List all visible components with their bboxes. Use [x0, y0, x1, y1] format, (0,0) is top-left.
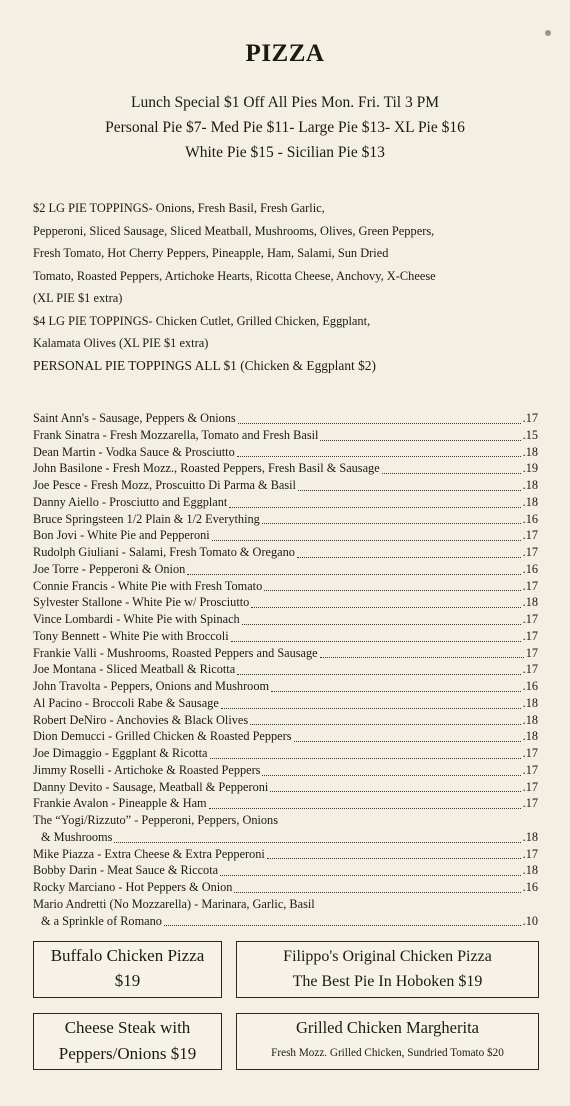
menu-item-name: Dion Demucci - Grilled Chicken & Roasted Peppers [33, 729, 292, 744]
white-sicilian-prices-line: White Pie $15 - Sicilian Pie $13 [185, 144, 385, 161]
menu-item-name [33, 812, 538, 829]
menu-item-name-text: Mario Andretti (No Mozzarella) - Marinara, Garlic, Basil [33, 896, 315, 911]
menu-item [33, 494, 538, 511]
menu-item [33, 913, 538, 930]
menu-item-name: Rudolph Giuliani - Salami, Fresh Tomato & Oregano [33, 545, 295, 559]
dot-leader [297, 553, 521, 558]
dot-leader [212, 536, 521, 541]
dot-leader [320, 653, 524, 658]
menu-item [33, 628, 538, 645]
cheese-steak-box [33, 1013, 222, 1070]
menu-item [33, 544, 538, 561]
dot-leader [237, 452, 521, 457]
lunch-special-line: Lunch Special $1 Off All Pies Mon. Fri. Til 3 PM [130, 94, 440, 111]
menu-item-name: Saint Ann's - Sausage, Peppers & Onions [33, 411, 236, 425]
menu-item-name: Frankie Valli - Mushrooms, Roasted Peppers and Sausage [33, 645, 318, 660]
box-title: Buffalo Chicken Pizza [50, 946, 205, 965]
dot-leader [262, 771, 520, 776]
dot-leader [229, 503, 520, 508]
menu-item-name: Al Pacino - Broccoli Rabe & Sausage [33, 695, 219, 710]
menu-item-price: .17 [522, 612, 538, 626]
menu-item-name: Bobby Darin - Meat Sauce & Riccota [33, 863, 219, 878]
menu-item-price: .17 [522, 628, 538, 643]
dot-leader [267, 854, 521, 859]
dot-leader [264, 586, 520, 591]
menu-item [33, 460, 538, 477]
menu-item [33, 645, 538, 662]
box-price: $19 [114, 971, 141, 990]
dot-leader [270, 787, 520, 792]
toppings-line: Pepperoni, Sliced Sausage, Sliced Meatball, Mushrooms, Olives, Green Peppers, [33, 223, 435, 238]
menu-item-continuation: & a Sprinkle of Romano [41, 913, 162, 928]
menu-item [33, 829, 538, 846]
menu-item-price: .17 [522, 779, 538, 794]
menu-item [33, 527, 538, 544]
box-title: Cheese Steak with [64, 1018, 191, 1037]
menu-item-name: Connie Francis - White Pie with Fresh Tomato [33, 578, 263, 593]
dot-leader [231, 637, 521, 642]
menu-item-price: .18 [522, 478, 538, 492]
menu-item-name: Joe Montana - Sliced Meatball & Ricotta [33, 662, 236, 677]
menu-item-price: .18 [522, 712, 538, 727]
menu-item-price: .18 [522, 863, 538, 878]
menu-item [33, 762, 538, 779]
menu-item [33, 511, 538, 528]
menu-item [33, 594, 538, 611]
menu-item-name: Tony Bennett - White Pie with Broccoli [33, 628, 229, 643]
menu-item-price: .18 [522, 494, 538, 509]
menu-item-name: Bon Jovi - White Pie and Pepperoni [33, 528, 210, 543]
menu-item [33, 578, 538, 595]
toppings-line: Kalamata Olives (XL PIE $1 extra) [33, 336, 209, 350]
menu-item-name: Joe Pesce - Fresh Mozz, Proscuitto Di Parma & Basil [33, 478, 296, 492]
menu-item-name: Joe Torre - Pepperoni & Onion [33, 561, 186, 576]
menu-item-name: Rocky Marciano - Hot Peppers & Onion [33, 880, 233, 894]
dot-leader [221, 704, 521, 709]
menu-item-name: Robert DeNiro - Anchovies & Black Olives [33, 712, 249, 727]
menu-item-price: .17 [522, 746, 538, 760]
dot-leader [382, 469, 521, 474]
menu-item-name: Danny Devito - Sausage, Meatball & Pepperoni [33, 779, 269, 794]
box-title: Grilled Chicken Margherita [296, 1018, 479, 1037]
menu-item-price: .19 [522, 461, 538, 476]
dot-leader [238, 419, 521, 424]
menu-item-price: .17 [522, 545, 538, 559]
menu-item-price: .18 [522, 595, 538, 610]
dot-leader [262, 519, 521, 524]
dot-leader [320, 436, 520, 441]
toppings-line: Fresh Tomato, Hot Cherry Peppers, Pineapple, Ham, Salami, Sun Dried [33, 246, 389, 260]
page-title: PIZZA [245, 40, 325, 67]
menu-item-name-text: The “Yogi/Rizzuto” - Pepperoni, Peppers, Onions [33, 813, 278, 827]
menu-item-price: .16 [522, 679, 538, 693]
pie-prices-line: Personal Pie $7- Med Pie $11- Large Pie $13- XL Pie $16 [105, 119, 465, 136]
dot-leader [250, 720, 520, 725]
menu-item-name: Sylvester Stallone - White Pie w/ Prosciutto [33, 595, 250, 610]
dot-leader [242, 620, 521, 625]
box-title: Filippo's Original Chicken Pizza [283, 948, 492, 965]
menu-item-name: Joe Dimaggio - Eggplant & Ricotta [33, 746, 208, 760]
grilled-chicken-margherita-box [236, 1013, 539, 1070]
dot-leader [234, 888, 520, 893]
dot-leader [164, 921, 521, 926]
menu-item [33, 444, 538, 461]
menu-item-name: Danny Aiello - Prosciutto and Eggplant [33, 494, 228, 509]
price-specials [0, 90, 570, 165]
menu-item-name: Dean Martin - Vodka Sauce & Prosciutto [33, 444, 235, 459]
dot-leader [294, 737, 521, 742]
menu-item [33, 862, 538, 879]
dot-leader [210, 754, 521, 759]
dot-leader [187, 570, 520, 575]
menu-item-price: .10 [522, 913, 538, 928]
menu-item [33, 427, 538, 444]
dot-leader [237, 670, 520, 675]
menu-item-price: .18 [522, 829, 538, 844]
buffalo-chicken-box [33, 941, 222, 998]
menu-item-price: 17 [525, 645, 538, 660]
menu-item-price: .17 [522, 662, 538, 677]
menu-item-price: .18 [522, 444, 538, 459]
menu-item-price: .16 [522, 511, 538, 526]
toppings-line: Tomato, Roasted Peppers, Artichoke Hearts, Ricotta Cheese, Anchovy, X-Cheese [33, 268, 436, 283]
menu-item-name: Bruce Springsteen 1/2 Plain & 1/2 Everything [33, 511, 260, 526]
menu-item-name: Vince Lombardi - White Pie with Spinach [33, 612, 240, 626]
menu-item-price: .15 [522, 427, 538, 442]
menu-item-name: Frank Sinatra - Fresh Mozzarella, Tomato and Fresh Basil [33, 427, 319, 442]
menu-item [33, 561, 538, 578]
menu-item-price: .17 [522, 796, 538, 811]
menu-item-price: .17 [522, 762, 538, 777]
menu-item [33, 611, 538, 628]
menu-item-continuation: & Mushrooms [41, 829, 113, 844]
menu-item [33, 410, 538, 427]
box-price: The Best Pie In Hoboken $19 [292, 973, 483, 990]
menu-item-price: .17 [522, 578, 538, 593]
menu-item-name [33, 896, 538, 913]
menu-item-price: .17 [522, 846, 538, 861]
box-price: Peppers/Onions $19 [58, 1044, 197, 1063]
menu-item [33, 846, 538, 863]
toppings-line: $4 LG PIE TOPPINGS- Chicken Cutlet, Grilled Chicken, Eggplant, [33, 313, 371, 328]
toppings-line: $2 LG PIE TOPPINGS- Onions, Fresh Basil, Fresh Garlic, [33, 201, 325, 215]
menu-item [33, 678, 538, 695]
menu-item-name: Jimmy Roselli - Artichoke & Roasted Peppers [33, 762, 261, 777]
menu-item [33, 661, 538, 678]
specialty-pizza-list [33, 410, 538, 929]
menu-item [33, 477, 538, 494]
menu-item [33, 779, 538, 796]
menu-item [33, 745, 538, 762]
dot-leader [271, 687, 521, 692]
menu-item [33, 728, 538, 745]
dot-leader [251, 603, 520, 608]
menu-item-name: Frankie Avalon - Pineapple & Ham [33, 796, 207, 811]
paper-speck [545, 30, 551, 36]
dot-leader [209, 804, 521, 809]
menu-item-price: .16 [522, 880, 538, 894]
menu-item-price: .16 [522, 561, 538, 576]
menu-item [33, 695, 538, 712]
toppings-line: (XL PIE $1 extra) [33, 291, 123, 305]
menu-item [33, 795, 538, 812]
menu-item [33, 879, 538, 896]
menu-item-name: John Travolta - Peppers, Onions and Mushroom [33, 679, 270, 693]
menu-item-price: .18 [522, 695, 538, 710]
toppings-section [33, 197, 536, 377]
menu-item-price: .17 [522, 528, 538, 543]
menu-item-name: John Basilone - Fresh Mozz., Roasted Peppers, Fresh Basil & Sausage [33, 461, 380, 476]
personal-toppings-line: PERSONAL PIE TOPPINGS ALL $1 (Chicken & Eggplant $2) [33, 357, 376, 373]
dot-leader [298, 486, 521, 491]
filippos-chicken-box [236, 941, 539, 998]
menu-item-name: Mike Piazza - Extra Cheese & Extra Pepperoni [33, 846, 265, 861]
box-subtitle: Fresh Mozz. Grilled Chicken, Sundried Tomato $20 [271, 1047, 504, 1059]
menu-item-price: .17 [522, 411, 538, 425]
dot-leader [220, 871, 521, 876]
menu-item [33, 712, 538, 729]
menu-item-price: .18 [522, 729, 538, 744]
dot-leader [114, 838, 520, 843]
